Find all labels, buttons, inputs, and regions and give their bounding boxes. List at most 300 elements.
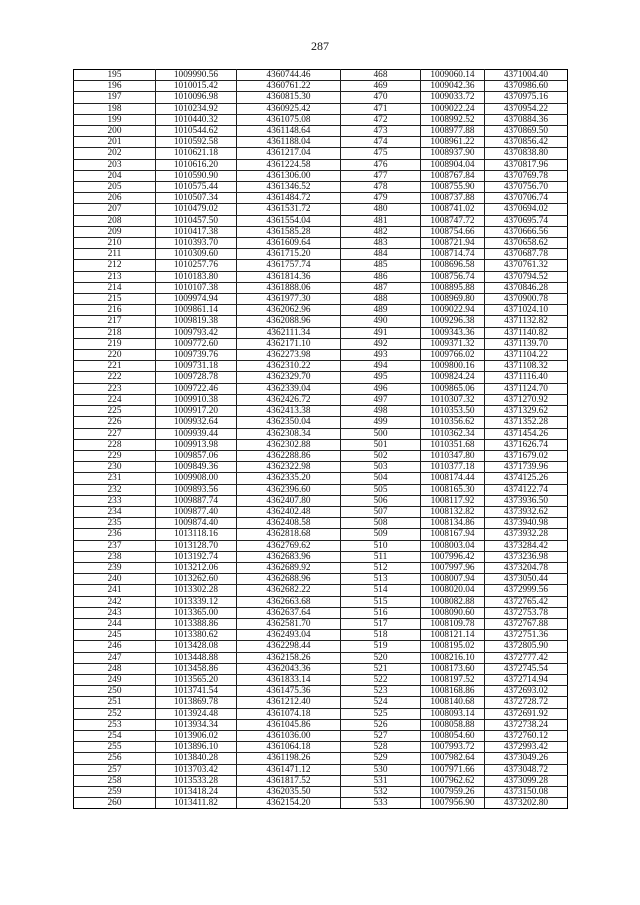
left-y-coordinate: 4362818.68 [237, 529, 341, 540]
left-point-number: 214 [74, 282, 156, 293]
right-point-number: 492 [341, 338, 421, 349]
table-row [74, 439, 568, 450]
table-row [74, 327, 568, 338]
table-row [74, 618, 568, 629]
left-x-coordinate: 1010234.92 [156, 103, 237, 114]
right-point-number: 533 [341, 798, 421, 809]
left-point-number: 228 [74, 439, 156, 450]
right-x-coordinate: 1008714.74 [421, 249, 485, 260]
left-point-number: 213 [74, 271, 156, 282]
right-y-coordinate: 4370794.52 [485, 271, 568, 282]
left-x-coordinate: 1010616.20 [156, 159, 237, 170]
left-point-number: 252 [74, 708, 156, 719]
left-x-coordinate: 1009861.14 [156, 305, 237, 316]
right-x-coordinate: 1008082.88 [421, 596, 485, 607]
right-x-coordinate: 1008747.72 [421, 215, 485, 226]
left-y-coordinate: 4362158.26 [237, 652, 341, 663]
left-y-coordinate: 4361888.06 [237, 282, 341, 293]
right-x-coordinate: 1007971.66 [421, 764, 485, 775]
left-y-coordinate: 4362308.34 [237, 428, 341, 439]
right-point-number: 516 [341, 607, 421, 618]
left-y-coordinate: 4362111.34 [237, 327, 341, 338]
right-y-coordinate: 4370846.28 [485, 282, 568, 293]
left-x-coordinate: 1013869.78 [156, 697, 237, 708]
left-x-coordinate: 1010015.42 [156, 81, 237, 92]
table-row [74, 383, 568, 394]
right-x-coordinate: 1009042.36 [421, 81, 485, 92]
left-y-coordinate: 4362689.92 [237, 562, 341, 573]
left-point-number: 250 [74, 686, 156, 697]
left-y-coordinate: 4361814.36 [237, 271, 341, 282]
left-point-number: 210 [74, 238, 156, 249]
right-point-number: 498 [341, 406, 421, 417]
table-row [74, 70, 568, 81]
right-x-coordinate: 1008140.68 [421, 697, 485, 708]
right-point-number: 519 [341, 641, 421, 652]
left-x-coordinate: 1013388.86 [156, 618, 237, 629]
right-point-number: 500 [341, 428, 421, 439]
table-row [74, 742, 568, 753]
left-x-coordinate: 1010309.60 [156, 249, 237, 260]
right-point-number: 491 [341, 327, 421, 338]
left-x-coordinate: 1010257.76 [156, 260, 237, 271]
left-x-coordinate: 1009722.46 [156, 383, 237, 394]
left-point-number: 220 [74, 350, 156, 361]
left-x-coordinate: 1013302.28 [156, 585, 237, 596]
right-x-coordinate: 1009022.94 [421, 305, 485, 316]
left-point-number: 237 [74, 540, 156, 551]
right-x-coordinate: 1008754.66 [421, 226, 485, 237]
left-y-coordinate: 4362402.48 [237, 506, 341, 517]
table-row [74, 540, 568, 551]
left-x-coordinate: 1013128.70 [156, 540, 237, 551]
left-point-number: 207 [74, 204, 156, 215]
table-row [74, 81, 568, 92]
right-x-coordinate: 1008195.02 [421, 641, 485, 652]
right-x-coordinate: 1009060.14 [421, 70, 485, 81]
left-y-coordinate: 4362273.98 [237, 350, 341, 361]
right-x-coordinate: 1008132.82 [421, 506, 485, 517]
left-point-number: 211 [74, 249, 156, 260]
table-row [74, 775, 568, 786]
table-row [74, 159, 568, 170]
left-y-coordinate: 4362493.04 [237, 630, 341, 641]
right-y-coordinate: 4373204.78 [485, 562, 568, 573]
right-y-coordinate: 4374125.26 [485, 473, 568, 484]
left-y-coordinate: 4362062.96 [237, 305, 341, 316]
left-y-coordinate: 4361217.04 [237, 148, 341, 159]
left-point-number: 200 [74, 126, 156, 137]
table-row [74, 450, 568, 461]
table-row [74, 630, 568, 641]
left-x-coordinate: 1009887.74 [156, 495, 237, 506]
table-row [74, 394, 568, 405]
right-x-coordinate: 1008020.04 [421, 585, 485, 596]
page-number: 287 [311, 39, 329, 53]
right-y-coordinate: 4372999.56 [485, 585, 568, 596]
right-y-coordinate: 4373284.42 [485, 540, 568, 551]
left-point-number: 236 [74, 529, 156, 540]
left-x-coordinate: 1010107.38 [156, 282, 237, 293]
right-y-coordinate: 4372767.88 [485, 618, 568, 629]
right-y-coordinate: 4372751.36 [485, 630, 568, 641]
right-x-coordinate: 1008134.86 [421, 518, 485, 529]
left-x-coordinate: 1009874.40 [156, 518, 237, 529]
left-x-coordinate: 1009793.42 [156, 327, 237, 338]
right-x-coordinate: 1009371.32 [421, 338, 485, 349]
left-y-coordinate: 4360925.42 [237, 103, 341, 114]
left-x-coordinate: 1009857.06 [156, 450, 237, 461]
left-y-coordinate: 4362350.04 [237, 417, 341, 428]
left-point-number: 238 [74, 551, 156, 562]
left-y-coordinate: 4360744.46 [237, 70, 341, 81]
left-point-number: 195 [74, 70, 156, 81]
right-y-coordinate: 4370975.16 [485, 92, 568, 103]
left-y-coordinate: 4361757.74 [237, 260, 341, 271]
table-row [74, 607, 568, 618]
right-x-coordinate: 1008168.86 [421, 686, 485, 697]
right-point-number: 505 [341, 484, 421, 495]
right-x-coordinate: 1008696.58 [421, 260, 485, 271]
left-point-number: 204 [74, 170, 156, 181]
left-x-coordinate: 1013741.54 [156, 686, 237, 697]
right-y-coordinate: 4372728.72 [485, 697, 568, 708]
left-y-coordinate: 4361531.72 [237, 204, 341, 215]
right-y-coordinate: 4370817.96 [485, 159, 568, 170]
right-y-coordinate: 4373940.98 [485, 518, 568, 529]
left-y-coordinate: 4362339.04 [237, 383, 341, 394]
left-x-coordinate: 1013411.82 [156, 798, 237, 809]
right-x-coordinate: 1008173.60 [421, 663, 485, 674]
left-y-coordinate: 4362171.10 [237, 338, 341, 349]
right-point-number: 501 [341, 439, 421, 450]
left-y-coordinate: 4362298.44 [237, 641, 341, 652]
left-point-number: 243 [74, 607, 156, 618]
table-row [74, 574, 568, 585]
left-x-coordinate: 1009739.76 [156, 350, 237, 361]
table-row [74, 484, 568, 495]
right-x-coordinate: 1008756.74 [421, 271, 485, 282]
table-row [74, 305, 568, 316]
left-x-coordinate: 1013192.74 [156, 551, 237, 562]
right-x-coordinate: 1010353.50 [421, 406, 485, 417]
table-row [74, 495, 568, 506]
right-y-coordinate: 4372760.12 [485, 730, 568, 741]
table-row [74, 148, 568, 159]
left-x-coordinate: 1009932.64 [156, 417, 237, 428]
left-point-number: 232 [74, 484, 156, 495]
left-x-coordinate: 1009893.56 [156, 484, 237, 495]
left-point-number: 259 [74, 787, 156, 798]
right-x-coordinate: 1008767.84 [421, 170, 485, 181]
right-y-coordinate: 4371139.70 [485, 338, 568, 349]
table-row [74, 473, 568, 484]
right-point-number: 503 [341, 462, 421, 473]
right-x-coordinate: 1008737.88 [421, 193, 485, 204]
right-y-coordinate: 4370666.56 [485, 226, 568, 237]
left-y-coordinate: 4362769.62 [237, 540, 341, 551]
left-point-number: 258 [74, 775, 156, 786]
left-y-coordinate: 4362396.60 [237, 484, 341, 495]
table-row [74, 170, 568, 181]
left-point-number: 222 [74, 372, 156, 383]
left-point-number: 227 [74, 428, 156, 439]
left-y-coordinate: 4362329.70 [237, 372, 341, 383]
left-x-coordinate: 1010592.58 [156, 137, 237, 148]
right-y-coordinate: 4373936.50 [485, 495, 568, 506]
right-x-coordinate: 1009800.16 [421, 361, 485, 372]
left-point-number: 208 [74, 215, 156, 226]
left-y-coordinate: 4361471.12 [237, 764, 341, 775]
table-row [74, 753, 568, 764]
right-point-number: 525 [341, 708, 421, 719]
right-y-coordinate: 4373932.62 [485, 506, 568, 517]
table-row [74, 562, 568, 573]
left-y-coordinate: 4362688.96 [237, 574, 341, 585]
right-point-number: 522 [341, 674, 421, 685]
left-point-number: 223 [74, 383, 156, 394]
right-y-coordinate: 4372745.54 [485, 663, 568, 674]
left-point-number: 196 [74, 81, 156, 92]
right-x-coordinate: 1009766.02 [421, 350, 485, 361]
left-y-coordinate: 4361045.86 [237, 719, 341, 730]
left-x-coordinate: 1010440.32 [156, 114, 237, 125]
left-x-coordinate: 1013840.28 [156, 753, 237, 764]
right-point-number: 506 [341, 495, 421, 506]
left-y-coordinate: 4362413.38 [237, 406, 341, 417]
left-y-coordinate: 4361224.58 [237, 159, 341, 170]
right-x-coordinate: 1008216.10 [421, 652, 485, 663]
right-point-number: 504 [341, 473, 421, 484]
right-y-coordinate: 4372691.92 [485, 708, 568, 719]
table-row [74, 764, 568, 775]
right-point-number: 521 [341, 663, 421, 674]
left-x-coordinate: 1010457.50 [156, 215, 237, 226]
table-row [74, 406, 568, 417]
table-row [74, 350, 568, 361]
left-y-coordinate: 4361977.30 [237, 294, 341, 305]
right-point-number: 528 [341, 742, 421, 753]
left-point-number: 198 [74, 103, 156, 114]
right-y-coordinate: 4372738.24 [485, 719, 568, 730]
right-y-coordinate: 4372753.78 [485, 607, 568, 618]
right-point-number: 468 [341, 70, 421, 81]
left-x-coordinate: 1013906.02 [156, 730, 237, 741]
right-x-coordinate: 1007959.26 [421, 787, 485, 798]
right-point-number: 494 [341, 361, 421, 372]
left-y-coordinate: 4362637.64 [237, 607, 341, 618]
right-y-coordinate: 4371626.74 [485, 439, 568, 450]
left-point-number: 203 [74, 159, 156, 170]
left-y-coordinate: 4362408.58 [237, 518, 341, 529]
left-x-coordinate: 1009772.60 [156, 338, 237, 349]
left-point-number: 199 [74, 114, 156, 125]
left-x-coordinate: 1009731.18 [156, 361, 237, 372]
table-row [74, 518, 568, 529]
left-y-coordinate: 4360761.22 [237, 81, 341, 92]
table-row [74, 596, 568, 607]
right-x-coordinate: 1007982.64 [421, 753, 485, 764]
right-x-coordinate: 1008117.92 [421, 495, 485, 506]
right-x-coordinate: 1008165.30 [421, 484, 485, 495]
left-point-number: 240 [74, 574, 156, 585]
right-x-coordinate: 1008121.14 [421, 630, 485, 641]
left-y-coordinate: 4360815.30 [237, 92, 341, 103]
left-point-number: 260 [74, 798, 156, 809]
right-x-coordinate: 1007993.72 [421, 742, 485, 753]
table-row [74, 294, 568, 305]
left-point-number: 245 [74, 630, 156, 641]
left-point-number: 221 [74, 361, 156, 372]
right-point-number: 527 [341, 730, 421, 741]
left-x-coordinate: 1010393.70 [156, 238, 237, 249]
left-point-number: 235 [74, 518, 156, 529]
left-x-coordinate: 1013212.06 [156, 562, 237, 573]
table-row [74, 697, 568, 708]
left-x-coordinate: 1013339.12 [156, 596, 237, 607]
right-y-coordinate: 4370769.78 [485, 170, 568, 181]
right-x-coordinate: 1008090.60 [421, 607, 485, 618]
left-point-number: 201 [74, 137, 156, 148]
table-row [74, 260, 568, 271]
right-point-number: 471 [341, 103, 421, 114]
left-x-coordinate: 1013428.08 [156, 641, 237, 652]
right-point-number: 526 [341, 719, 421, 730]
right-point-number: 477 [341, 170, 421, 181]
right-y-coordinate: 4371140.82 [485, 327, 568, 338]
right-y-coordinate: 4372993.42 [485, 742, 568, 753]
left-x-coordinate: 1013565.20 [156, 674, 237, 685]
table-row [74, 529, 568, 540]
left-point-number: 206 [74, 193, 156, 204]
right-point-number: 502 [341, 450, 421, 461]
left-point-number: 249 [74, 674, 156, 685]
left-y-coordinate: 4361475.36 [237, 686, 341, 697]
left-x-coordinate: 1013418.24 [156, 787, 237, 798]
left-y-coordinate: 4362035.50 [237, 787, 341, 798]
right-y-coordinate: 4370838.80 [485, 148, 568, 159]
right-y-coordinate: 4372714.94 [485, 674, 568, 685]
table-row [74, 708, 568, 719]
right-y-coordinate: 4371116.40 [485, 372, 568, 383]
right-x-coordinate: 1008054.60 [421, 730, 485, 741]
left-x-coordinate: 1013448.88 [156, 652, 237, 663]
right-y-coordinate: 4370694.02 [485, 204, 568, 215]
right-y-coordinate: 4370756.70 [485, 182, 568, 193]
right-x-coordinate: 1009824.24 [421, 372, 485, 383]
left-x-coordinate: 1013934.34 [156, 719, 237, 730]
right-x-coordinate: 1010347.80 [421, 450, 485, 461]
left-x-coordinate: 1013458.86 [156, 663, 237, 674]
right-x-coordinate: 1009296.38 [421, 316, 485, 327]
right-y-coordinate: 4373050.44 [485, 574, 568, 585]
left-x-coordinate: 1009974.94 [156, 294, 237, 305]
right-point-number: 507 [341, 506, 421, 517]
left-point-number: 197 [74, 92, 156, 103]
right-point-number: 514 [341, 585, 421, 596]
left-point-number: 202 [74, 148, 156, 159]
table-row [74, 506, 568, 517]
right-x-coordinate: 1009865.06 [421, 383, 485, 394]
left-x-coordinate: 1013365.00 [156, 607, 237, 618]
left-x-coordinate: 1010621.18 [156, 148, 237, 159]
right-y-coordinate: 4370954.22 [485, 103, 568, 114]
left-point-number: 229 [74, 450, 156, 461]
right-point-number: 479 [341, 193, 421, 204]
right-point-number: 497 [341, 394, 421, 405]
right-point-number: 531 [341, 775, 421, 786]
right-y-coordinate: 4374122.74 [485, 484, 568, 495]
left-y-coordinate: 4361064.18 [237, 742, 341, 753]
right-x-coordinate: 1007996.42 [421, 551, 485, 562]
left-y-coordinate: 4361036.00 [237, 730, 341, 741]
right-point-number: 509 [341, 529, 421, 540]
left-point-number: 218 [74, 327, 156, 338]
left-y-coordinate: 4361188.04 [237, 137, 341, 148]
right-point-number: 517 [341, 618, 421, 629]
table-row [74, 641, 568, 652]
left-point-number: 254 [74, 730, 156, 741]
right-y-coordinate: 4371108.32 [485, 361, 568, 372]
right-y-coordinate: 4371329.62 [485, 406, 568, 417]
right-x-coordinate: 1010356.62 [421, 417, 485, 428]
table-row [74, 282, 568, 293]
table-row [74, 338, 568, 349]
right-y-coordinate: 4372765.42 [485, 596, 568, 607]
left-x-coordinate: 1009849.36 [156, 462, 237, 473]
right-y-coordinate: 4372693.02 [485, 686, 568, 697]
right-point-number: 480 [341, 204, 421, 215]
left-x-coordinate: 1013896.10 [156, 742, 237, 753]
table-row [74, 249, 568, 260]
right-point-number: 476 [341, 159, 421, 170]
left-x-coordinate: 1010544.62 [156, 126, 237, 137]
left-y-coordinate: 4361609.64 [237, 238, 341, 249]
right-x-coordinate: 1007997.96 [421, 562, 485, 573]
left-y-coordinate: 4362682.22 [237, 585, 341, 596]
left-y-coordinate: 4362322.98 [237, 462, 341, 473]
table-row [74, 182, 568, 193]
right-y-coordinate: 4370900.78 [485, 294, 568, 305]
right-x-coordinate: 1009033.72 [421, 92, 485, 103]
right-x-coordinate: 1008961.22 [421, 137, 485, 148]
table-row [74, 428, 568, 439]
left-x-coordinate: 1010507.34 [156, 193, 237, 204]
right-y-coordinate: 4371004.40 [485, 70, 568, 81]
left-point-number: 205 [74, 182, 156, 193]
right-y-coordinate: 4370687.78 [485, 249, 568, 260]
right-point-number: 469 [341, 81, 421, 92]
right-point-number: 532 [341, 787, 421, 798]
left-point-number: 248 [74, 663, 156, 674]
right-x-coordinate: 1010351.68 [421, 439, 485, 450]
table-row [74, 719, 568, 730]
left-y-coordinate: 4362288.86 [237, 450, 341, 461]
table-row [74, 316, 568, 327]
right-x-coordinate: 1008755.90 [421, 182, 485, 193]
right-point-number: 470 [341, 92, 421, 103]
right-y-coordinate: 4371352.28 [485, 417, 568, 428]
right-y-coordinate: 4370761.32 [485, 260, 568, 271]
left-y-coordinate: 4361484.72 [237, 193, 341, 204]
right-x-coordinate: 1008992.52 [421, 114, 485, 125]
left-point-number: 239 [74, 562, 156, 573]
left-x-coordinate: 1009913.98 [156, 439, 237, 450]
right-point-number: 529 [341, 753, 421, 764]
right-point-number: 485 [341, 260, 421, 271]
right-x-coordinate: 1009343.36 [421, 327, 485, 338]
left-point-number: 241 [74, 585, 156, 596]
